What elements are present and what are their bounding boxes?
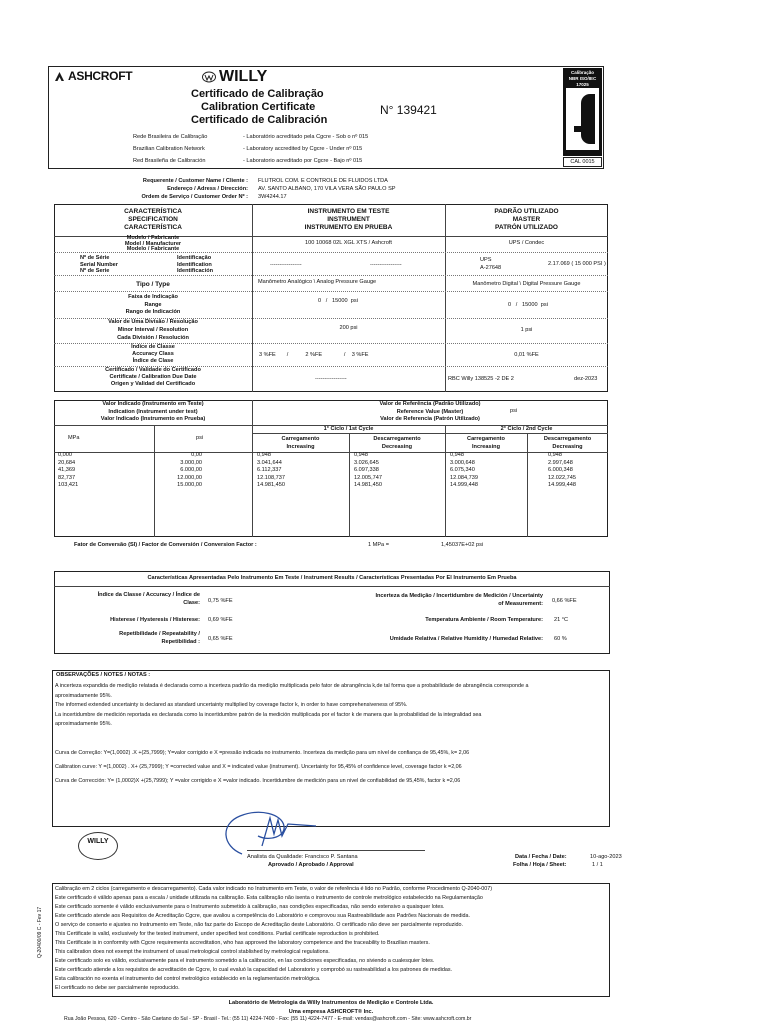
cycle2-header: 2° Ciclo / 2nd Cycle: [500, 426, 553, 432]
table-cell: 6.000,00: [180, 467, 202, 474]
unit-psi: psi: [196, 435, 204, 441]
division-test: 200 psi: [339, 325, 358, 331]
table-cell: 0,948: [450, 452, 464, 458]
class-label: Índice de Classe Accuracy Class Índice de Clase: [131, 344, 175, 364]
col-c1-dec: [354, 452, 382, 490]
notes-curves: Curva de Correção: Y=(1,0002) .X +(25,7999); Y=valor corrigido e X =pressão indicada no instrumento. Incerteza da medição para um nível de confiança de 95,45%, k= 2,06 Calibration curve: Y =(1,0002) . X+ (25,7999); Y =corrected value and X = indicated value (instrument). Uncertainty for 95,45% of confidence level, coverage factor k =2,06 Curva de Corrección: Y= (1,0002)X +(25,7999); Y =valor corrigido e X =valor indicado. Incertidumbre de medición para un nivel de confiabilidad de 95,45%, factor k =2,06: [55, 750, 470, 784]
title-en: Calibration Certificate: [201, 101, 316, 113]
c1-dec-header: Descarregamento Decreasing: [373, 436, 421, 450]
table-cell: 20,684: [58, 459, 76, 466]
validity-label: Certificado / Validade do Certificado Certificate / Calibration Due Date Origen y Validad del Certificado: [105, 367, 201, 387]
indication-header: Valor Indicado (Instrumento em Teste) Indication (Instrument under test) Valor Indicado (Instrumento en Prueba): [100, 401, 206, 422]
certificate-number: N° 139421: [380, 103, 437, 117]
c2-dec-header: Descarregamento Decreasing: [543, 436, 592, 450]
certificate-title: [191, 88, 327, 127]
serial-master: UPS A-27648: [480, 257, 502, 271]
spec-col3-header: PADRÃO UTILIZADO MASTER PATRÓN UTILIZADO: [494, 208, 559, 231]
table-cell: 0,948: [354, 452, 368, 458]
range-master: 0 / 15000 psi: [508, 302, 548, 308]
table-cell: 2.997,648: [548, 459, 573, 466]
class-master: 0,01 %FE: [514, 352, 539, 358]
table-cell: 3.000,648: [450, 459, 475, 466]
stamp-text: WILLY: [87, 838, 109, 845]
type-master: Manômetro Digital \ Digital Pressure Gauge: [472, 281, 581, 287]
col-mpa: [58, 452, 78, 490]
accuracy-value: 0,75 %FE: [208, 598, 233, 604]
sheet-label: Folha / Hoja / Sheet:: [513, 862, 567, 868]
model-master: UPS / Condec: [508, 240, 545, 246]
approved: Aprovado / Aprobado / Approval: [268, 862, 354, 868]
date-value: 10-ago-2023: [590, 854, 622, 860]
reference-unit: psi: [510, 408, 518, 414]
form-code: Q-20400/09 C - Fev 17: [37, 906, 43, 958]
validity-master-date: dez-2023: [574, 376, 598, 382]
willy-logo-text: WILLY: [219, 68, 268, 85]
accuracy-label: Índice da Classe / Accuracy / Índice de Clase:: [97, 592, 200, 606]
results-title: Características Apresentadas Pelo Instrumento Em Teste / Instrument Results / Características Presentadas Por El Instrumento Em Prueba: [147, 575, 517, 581]
spec-col2-header: INSTRUMENTO EM TESTE INSTRUMENT INSTRUMENTO EN PRUEBA: [304, 208, 393, 231]
range-test: 0 / 15000 psi: [318, 298, 358, 304]
badge-code: CAL 0015: [563, 157, 602, 167]
repeatability-value: 0,65 %FE: [208, 636, 233, 642]
division-master: 1 psi: [520, 327, 533, 333]
table-cell: 6.112,337: [257, 467, 282, 474]
table-cell: 14.981,450: [257, 482, 285, 489]
humidity-label: Umidade Relativa / Relative Humidity / Humedad Relative:: [389, 636, 543, 642]
table-cell: 3.000,00: [180, 459, 202, 466]
willy-mark-icon: [202, 71, 216, 83]
col-psi: [160, 452, 202, 490]
validity-test: -----------------: [315, 376, 347, 382]
conversion-factor-right: 1,45037E+02 psi: [441, 542, 484, 548]
analyst: Analista da Qualidade: Francisco P. Santana: [247, 854, 358, 860]
serial-test: -----------------: [270, 262, 302, 268]
accreditation-list: Rede Brasileira de Calibração - Laboratório acreditado pela Cgcre - Sob o nº 015 Brazilian Calibration Network - Laboratory accredited by Cgcre - Under nº 015 Red Brasileña de Calibración - Laboratorio acreditado por Cgcre - Bajo nº 015: [133, 134, 369, 164]
serial-label-right: Identificação Identification Identificación: [177, 255, 214, 274]
accreditation-badge: [563, 68, 602, 156]
table-cell: 103,421: [58, 482, 79, 489]
class-test: 3 %FE / 2 %FE / 3 %FE: [259, 352, 369, 358]
customer-labels: Requerente / Customer Name / Cliente : Endereço / Adress / Dirección: Ordem de Serviço / Customer Order Nº :: [141, 178, 248, 200]
table-cell: 41,369: [58, 467, 76, 474]
unit-mpa: MPa: [68, 435, 80, 441]
badge-text: Calibração NBR ISO/IEC 17025: [568, 70, 597, 87]
serial-master-id: 2.17.069 ( 15 000 PSI ): [548, 261, 606, 267]
table-cell: 0,948: [548, 452, 562, 458]
table-cell: 12.108,737: [257, 474, 285, 481]
date-label: Data / Fecha / Date:: [515, 854, 567, 860]
ashcroft-logo: [54, 70, 132, 84]
ashcroft-mark-icon: [54, 71, 65, 82]
table-cell: 3.026,645: [354, 459, 379, 466]
uncertainty-label: Incerteza da Medição / Incertidumbre de Medición / Uncertainty of Measurement:: [375, 593, 543, 607]
conversion-factor-label: Fator de Conversão (SI) / Factor de Conversión / Conversion Factor :: [74, 542, 257, 548]
customer-order: 3W4244.17: [258, 194, 287, 200]
willy-logo: [202, 68, 267, 86]
c2-inc-header: Carregamento Increasing: [467, 436, 505, 450]
range-label: Faixa de Indicação Range Rango de Indicación: [125, 294, 181, 315]
col-c2-dec: [548, 452, 576, 490]
customer-values: [258, 177, 396, 201]
table-cell: 6.000,348: [548, 467, 573, 474]
company-name: Uma empresa ASHCROFT® Inc.: [288, 1009, 374, 1015]
spec-col1-header: CARACTERÍSTICA SPECIFICATION CARACTERÍSTICA: [124, 208, 182, 231]
type-label: Tipo / Type: [136, 281, 170, 288]
serial-label-left: Nº de Série Serial Number Nº de Serie: [80, 255, 118, 274]
table-cell: 12.000,00: [177, 474, 202, 481]
title-es: Certificado de Calibración: [191, 114, 328, 126]
repeatability-label: Repetibilidade / Repeatability / Repetibilidad :: [119, 631, 200, 645]
lab-name: Laboratório de Metrologia da Willy Instrumentos de Medição e Controle Ltda.: [228, 1000, 434, 1006]
customer-address: AV. SANTO ALBANO, 170 VILA VERA SÃO PAULO SP: [258, 186, 396, 192]
hysteresis-label: Histerese / Hysteresis / Histerese:: [110, 617, 200, 623]
notes-title: OBSERVAÇÕES / NOTES / NOTAS :: [56, 672, 151, 678]
table-cell: 12.005,747: [354, 474, 382, 481]
table-cell: 14.999,448: [548, 482, 576, 489]
footer-text: Calibração em 2 ciclos (carregamento e descarregamento). Cada valor indicado no Instrumento em Teste, o valor de referência é lido no Padrão, conforme Procedimento Q-2040-007) Este certificado é válido apenas para a escala / unidade utilizada na calibração. Esta calibração não isenta o instrumento de controle metrológico estabelecido na Regulamentação Este certificado somente é válido exclusivamente para o Instrumento submetido à calibração, nas condições especificadas, não sendo extensivo a quaisquer lotes. Este certificado atende aos Requisitos de Acreditação Cgcre, que avaliou a competência do Laboratório e comprovou sua Rastreabilidade aos Padrões Nacionais de medida. O serviço de conserto e ajustes no Instrumento em Teste, não faz parte do Escopo de Acreditação deste Laboratório. O certificado não deve ser parcialmente reproduzido. This Certificate is valid, exclusively for the tested instrument, under specified test conditions. Partial certificate reproduction is prohibited. This Certificate is in conformity with Cgcre requirements accreditation, who has approved the laboratory competence and the traceability to Brazilian masters. This calibration does not exempt the instrument of usual metrological control stablished by metrological regulations. Este certificado solo es válido, exclusivamente para el instrumento sometido a la calibración, en las condiciones especificadas, no siviendo a cualesquier lotes. Este certificado atiende a los requisitos de acreditación de Cgcre, lo cual evaluó la capacidad del Laboratorio y comprobó su rastreabilidad a los patrones de medidas. Esta calibración no exenta el instrumento del control metrológico establecido en la reglamentación metrológica. El certificado no debe ser parcialmente reproducido.: [55, 886, 493, 991]
table-cell: 12.022,745: [548, 474, 576, 481]
hysteresis-value: 0,69 %FE: [208, 617, 233, 623]
col-c1-inc: [257, 452, 285, 490]
table-cell: 0,948: [257, 452, 271, 458]
sheet-value: 1 / 1: [592, 862, 603, 868]
table-cell: 0,00: [191, 452, 202, 458]
table-cell: 14.999,448: [450, 482, 478, 489]
table-cell: 0,000: [58, 452, 72, 458]
conversion-factor-left: 1 MPa =: [368, 542, 389, 548]
model-test: 100 10068 02L XGL XTS / Ashcroft: [305, 240, 392, 246]
c1-inc-header: Carregamento Increasing: [281, 436, 320, 450]
table-cell: 14.981,450: [354, 482, 382, 489]
humidity-value: 60 %: [554, 636, 567, 642]
temperature-value: 21 °C: [554, 617, 569, 623]
table-cell: 12.084,739: [450, 474, 478, 481]
ashcroft-logo-text: ASHCROFT: [68, 69, 133, 83]
temperature-label: Temperatura Ambiente / Room Temperature:: [425, 617, 543, 623]
cycle1-header: 1° Ciclo / 1st Cycle: [323, 426, 374, 432]
signature-line: [247, 850, 425, 851]
serial-test-id: -----------------: [370, 262, 402, 268]
validity-master: RBC Willy 138525 -2 DE 2: [448, 376, 514, 382]
table-cell: 6.075,340: [450, 467, 475, 474]
table-cell: 6.097,338: [354, 467, 379, 474]
notes-text: A incerteza expandida de medição relatada é declarada como a incerteza padrão da medição multiplicada pelo fator de abrangência k,de tal forma que a probabilidade de abrangência corresponde a aproximadamente 95%. The informed extended uncertainty is declared as standard uncertainty multiplied by coverage factor k, in order to have comprehensiveness of 95%. La incertidumbre de medición reportada es declarada como la incertidumbre patrón de la medición multiplicada por el factor k de manera que la probabilidad de la integralidad sea aproximadamente 95%.: [55, 683, 529, 727]
uncertainty-value: 0,66 %FE: [552, 598, 577, 604]
badge-a-glyph: [566, 88, 599, 150]
customer-name: FLUTROL COM. E CONTROLE DE FLUIDOS LTDA: [258, 178, 388, 184]
table-cell: 15.000,00: [177, 482, 202, 489]
model-label: Modelo / Fabricante Model / Manufacturer Modelo / Fabricante: [124, 235, 182, 252]
table-cell: 3.041,644: [257, 459, 282, 466]
col-c2-inc: [450, 452, 478, 490]
table-cell: 82,737: [58, 474, 76, 481]
division-label: Valor de Uma Divisão / Resolução Minor Interval / Resolution Cada División / Resolución: [108, 319, 198, 341]
title-pt: Certificado de Calibração: [191, 88, 324, 100]
company-address: Rua João Pessoa, 620 - Centro - São Caetano do Sul - SP - Brasil - Tel.: (55 11) 4224-7400 - Fax: (55 11) 4224-7477 - E-mail: vendas@ashcroft.com - Site: www.ashcroft.com.br: [64, 1016, 472, 1022]
reference-header: Valor de Referência (Padrão Utilizado) Reference Value (Master) Valor de Referencia (Patrón Utilizado): [379, 401, 481, 422]
type-test: Manômetro Analógico \ Analog Pressure Gauge: [258, 279, 377, 285]
